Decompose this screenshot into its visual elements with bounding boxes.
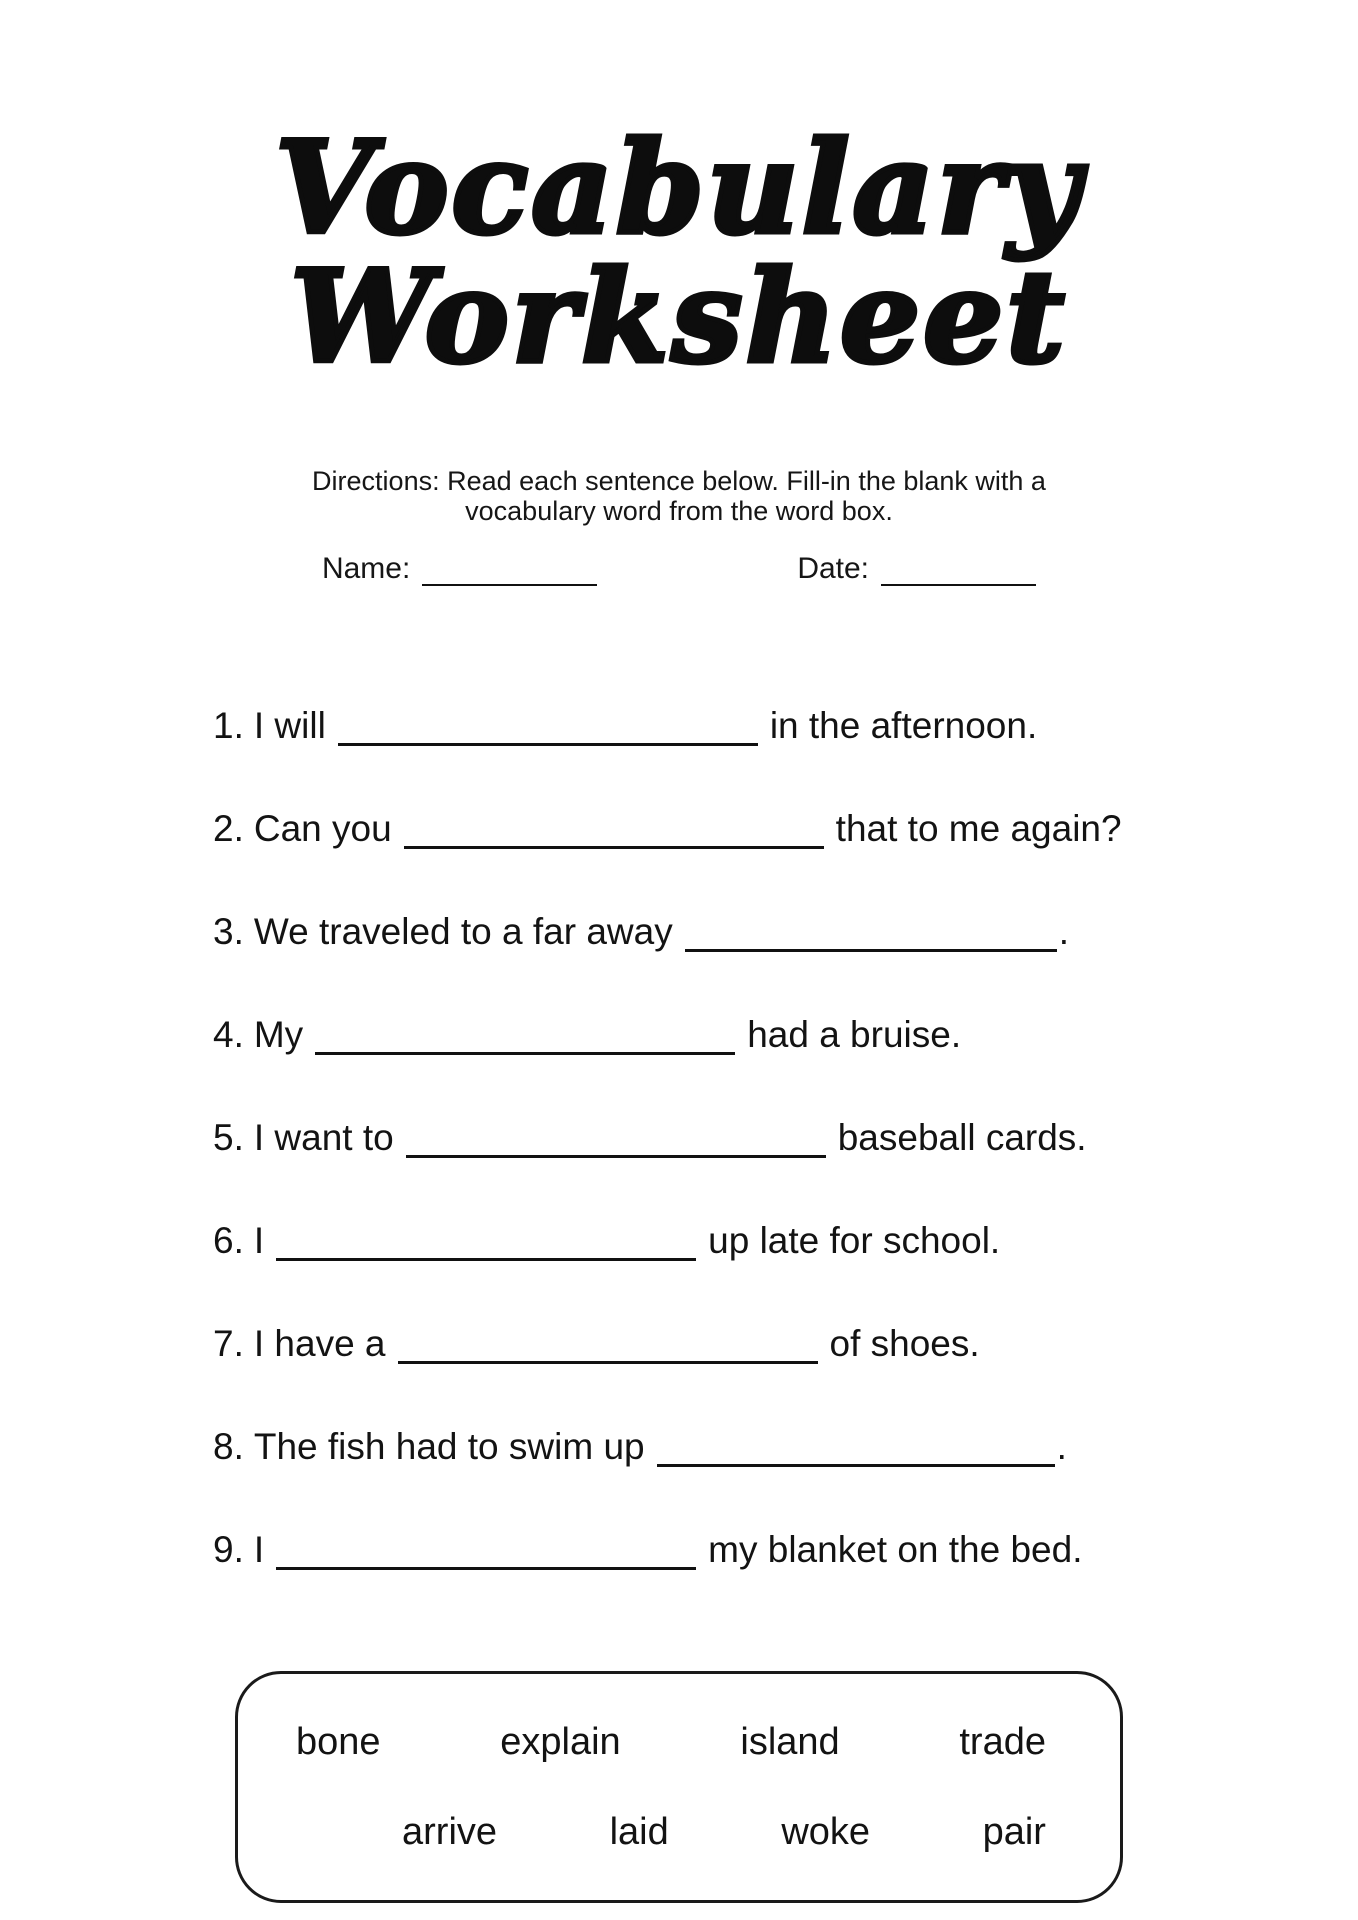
sentence-number: 5. [213,1117,244,1159]
answer-blank-3[interactable] [685,912,1057,952]
sentence-text-before: I want to [253,1117,394,1159]
date-field [797,552,1036,586]
sentence-text-before: I [253,1220,265,1262]
sentence-text-after: that to me again? [835,808,1122,850]
sentence-number: 6. [213,1220,244,1262]
sentence-text-after: my blanket on the bed. [708,1529,1083,1571]
word-item: laid [609,1810,669,1853]
sentence-text-after: baseball cards. [837,1117,1087,1159]
name-field [322,552,597,586]
sentence-text-after: up late for school. [708,1220,1001,1262]
word-item: island [740,1720,840,1763]
sentence-text-after: in the afternoon. [769,705,1038,747]
name-date-row [0,552,1358,586]
word-item: pair [982,1810,1046,1853]
page-title-line2: Worksheet [290,242,1068,391]
word-item: woke [781,1810,871,1853]
sentence-row-5 [213,1110,1358,1213]
directions-text [0,466,1358,526]
directions-line2: vocabulary word from the word box. [465,496,893,527]
sentence-text-before: My [253,1014,304,1056]
sentence-text-before: I [253,1529,265,1571]
sentence-text-after: . [1056,1426,1067,1468]
sentence-text-after: . [1058,911,1069,953]
word-item: arrive [402,1810,498,1853]
name-blank[interactable] [422,556,597,586]
word-box [235,1671,1123,1903]
word-box-row-1 [238,1721,1120,1764]
sentence-row-6 [213,1213,1358,1316]
sentence-text-before: I have a [253,1323,386,1365]
sentence-number: 2. [213,808,244,850]
word-item: bone [296,1720,381,1763]
sentence-row-1 [213,698,1358,801]
sentence-row-9 [213,1522,1358,1625]
sentence-number: 1. [213,705,244,747]
sentence-text-before: We traveled to a far away [253,911,673,953]
date-blank[interactable] [881,556,1036,586]
sentence-number: 8. [213,1426,244,1468]
word-item: explain [500,1720,621,1763]
sentence-text-after: of shoes. [829,1323,980,1365]
date-label: Date: [797,552,870,586]
answer-blank-2[interactable] [404,809,824,849]
answer-blank-4[interactable] [315,1015,735,1055]
answer-blank-9[interactable] [276,1530,696,1570]
sentence-number: 3. [213,911,244,953]
sentence-text-before: Can you [253,808,392,850]
sentence-row-2 [213,801,1358,904]
answer-blank-7[interactable] [398,1324,818,1364]
directions-line1: Directions: Read each sentence below. Fill-in the blank with a [312,465,1046,496]
sentence-number: 7. [213,1323,244,1365]
answer-blank-1[interactable] [338,706,758,746]
sentence-number: 4. [213,1014,244,1056]
word-item: trade [959,1720,1046,1763]
sentence-row-3 [213,904,1358,1007]
sentence-row-4 [213,1007,1358,1110]
sentence-number: 9. [213,1529,244,1571]
answer-blank-8[interactable] [657,1427,1055,1467]
answer-blank-6[interactable] [276,1221,696,1261]
sentence-text-before: I will [253,705,326,747]
word-box-row-2 [238,1811,1120,1854]
sentence-text-before: The fish had to swim up [253,1426,645,1468]
sentence-row-8 [213,1419,1358,1522]
name-label: Name: [321,552,411,586]
sentence-row-7 [213,1316,1358,1419]
page-title [0,84,1358,391]
page-title-line1: Vocabulary [275,114,1083,263]
sentence-list [0,698,1358,1625]
sentence-text-after: had a bruise. [747,1014,962,1056]
answer-blank-5[interactable] [406,1118,826,1158]
